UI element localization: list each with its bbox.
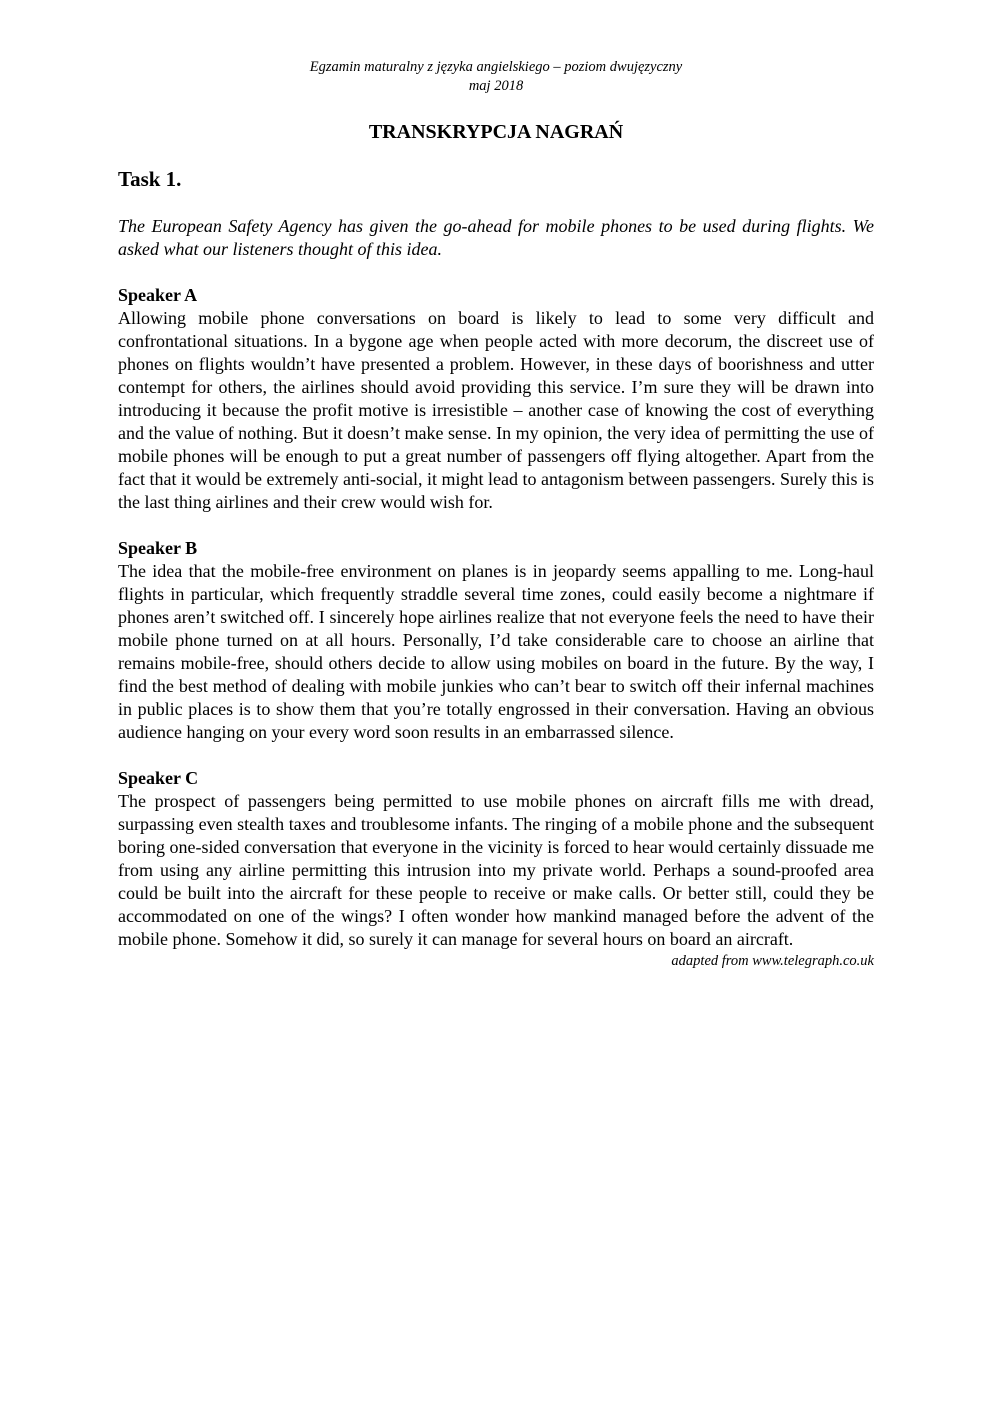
document-page — [118, 58, 874, 971]
speaker-text: Allowing mobile phone conversations on board is likely to lead to some very difficult and confrontational situations. In a bygone age when people acted with more decorum, the discreet use of phones on flights wouldn’t have presented a problem. However, in these days of boorishness and utter contempt for others, the airlines should avoid providing this service. I’m sure they will be drawn into introducing it because the profit motive is irresistible – another case of knowing the cost of everything and the value of nothing. But it doesn’t make sense. In my opinion, the very idea of permitting the use of mobile phones will be enough to put a great number of passengers off flying altogether. Apart from the fact that it would be extremely anti-social, it might lead to antagonism between passengers. Surely this is the last thing airlines and their crew would wish for. — [118, 308, 874, 512]
speaker-name: Speaker B — [118, 538, 198, 558]
speaker-section-a — [118, 284, 874, 514]
speaker-name: Speaker A — [118, 285, 198, 305]
exam-header — [118, 58, 874, 96]
task-heading: Task 1. — [118, 167, 182, 191]
source-credit: adapted from www.telegraph.co.uk — [671, 953, 874, 969]
exam-header-line1: Egzamin maturalny z języka angielskiego – poziom dwujęzyczny — [309, 59, 683, 75]
exam-header-line2: maj 2018 — [468, 78, 524, 94]
task-intro: The European Safety Agency has given the go-ahead for mobile phones to be used during flights. We asked what our listeners thought of this idea. — [118, 216, 874, 259]
speaker-section-c — [118, 767, 874, 951]
document-title: TRANSKRYPCJA NAGRAŃ — [368, 121, 624, 143]
speaker-section-b — [118, 537, 874, 744]
speaker-name: Speaker C — [118, 768, 199, 788]
speaker-text: The prospect of passengers being permitted to use mobile phones on aircraft fills me with dread, surpassing even stealth taxes and troublesome infants. The ringing of a mobile phone and the subsequent boring one-sided conversation that everyone in the vicinity is forced to hear would certainly dissuade me from using any airline permitting this intrusion into my private world. Perhaps a sound-proofed area could be built into the aircraft for these people to receive or make calls. Or better still, could they be accommodated on one of the wings? I often wonder how mankind managed before the advent of the mobile phone. Somehow it did, so surely it can manage for several hours on board an aircraft. — [118, 791, 874, 949]
speaker-text: The idea that the mobile-free environment on planes is in jeopardy seems appalling to me. Long-haul flights in particular, which frequently straddle several time zones, could easily become a nightmare if phones aren’t switched off. I sincerely hope airlines realize that not everyone feels the need to have their mobile phone turned on at all hours. Personally, I’d take considerable care to choose an airline that remains mobile-free, should others decide to allow using mobiles on board in the future. By the way, I find the best method of dealing with mobile junkies who can’t bear to switch off their infernal machines in public places is to show them that you’re totally engrossed in their conversation. Having an obvious audience hanging on your every word soon results in an embarrassed silence. — [118, 561, 874, 742]
